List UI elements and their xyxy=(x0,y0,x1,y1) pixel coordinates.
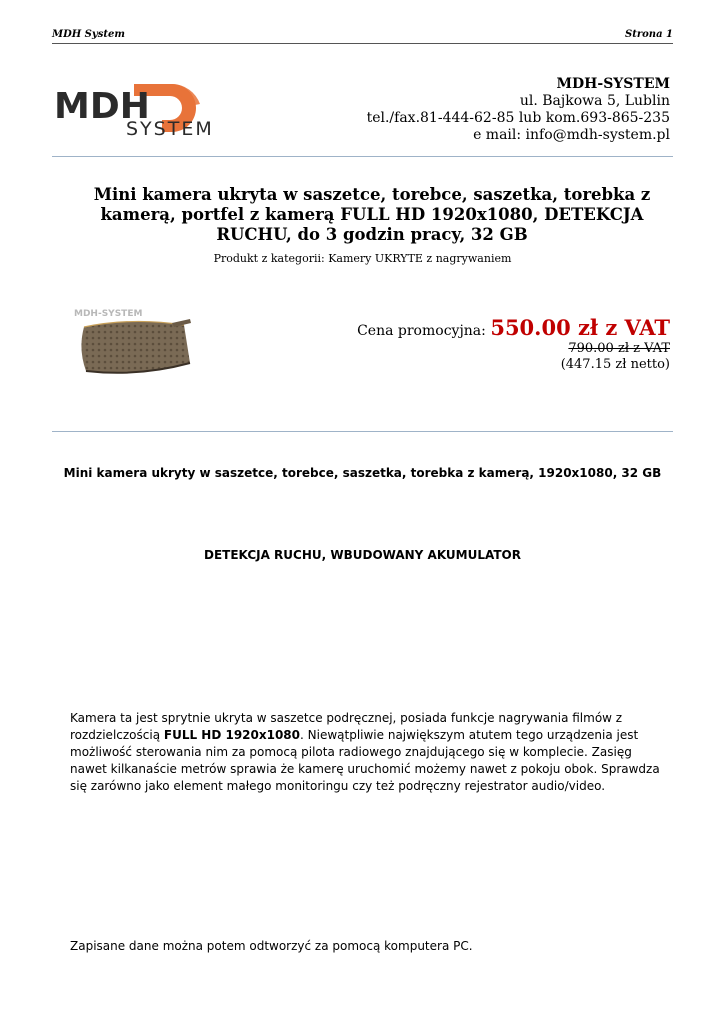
product-description xyxy=(70,710,670,795)
mdh-system-logo xyxy=(54,80,250,138)
svg-text:MDH-SYSTEM: MDH-SYSTEM xyxy=(74,309,143,319)
old-price: 790.00 zł z VAT xyxy=(568,341,670,356)
company-info xyxy=(367,76,670,144)
svg-text:MDH: MDH xyxy=(54,86,150,127)
netto-price: (447.15 zł netto) xyxy=(560,357,670,372)
product-wallet-image xyxy=(72,305,197,383)
divider xyxy=(52,431,673,432)
feature-heading: DETEKCJA RUCHU, WBUDOWANY AKUMULATOR xyxy=(204,548,521,562)
company-phone: tel./fax.81-444-62-85 lub kom.693-865-235 xyxy=(366,110,670,126)
company-email: e mail: info@mdh-system.pl xyxy=(473,127,670,143)
description-text: Kamera ta jest sprytnie ukryta w saszetce podręcznej, posiada funkcje nagrywania filmów z rozdzielczością xyxy=(70,711,623,742)
product-category: Produkt z kategorii: Kamery UKRYTE z nagrywaniem xyxy=(213,252,512,265)
price-line xyxy=(357,315,670,340)
resolution-highlight: FULL HD 1920x1080 xyxy=(163,728,301,742)
header-left-label: MDH System xyxy=(52,29,125,40)
description-text-continued: . Niewątpliwie największym atutem tego urządzenia jest możliwość sterowania nim za pomocą pilota radiowego znajdującego się w komplecie. Zasięg nawet kilkanaście metrów sprawia że kamerę uruchomić możemy nawet z pokoju obok. Sprawdza się zarówno jako element małego monitoringu czy też podręczny rejestrator audio/video. xyxy=(70,728,660,793)
page-number: Strona 1 xyxy=(625,29,673,40)
playback-note: Zapisane dane można potem odtworzyć za pomocą komputera PC. xyxy=(70,939,473,953)
company-address: ul. Bajkowa 5, Lublin xyxy=(519,93,670,109)
price-block xyxy=(357,315,670,372)
promo-price: 550.00 zł z VAT xyxy=(490,315,670,340)
product-subtitle: Mini kamera ukryty w saszetce, torebce, saszetka, torebka z kamerą, 1920x1080, 32 GB xyxy=(63,466,662,480)
price-label: Cena promocyjna: xyxy=(357,323,486,339)
company-name: MDH-SYSTEM xyxy=(556,76,670,92)
svg-text:SYSTEM: SYSTEM xyxy=(126,118,214,138)
divider xyxy=(52,156,673,157)
running-header xyxy=(52,28,673,44)
product-title: Mini kamera ukryta w saszetce, torebce, saszetka, torebka z kamerą, portfel z kamerą FULL HD 1920x1080, DETEKCJA RUCHU, do 3 godzin pracy, 32 GB xyxy=(93,185,651,244)
